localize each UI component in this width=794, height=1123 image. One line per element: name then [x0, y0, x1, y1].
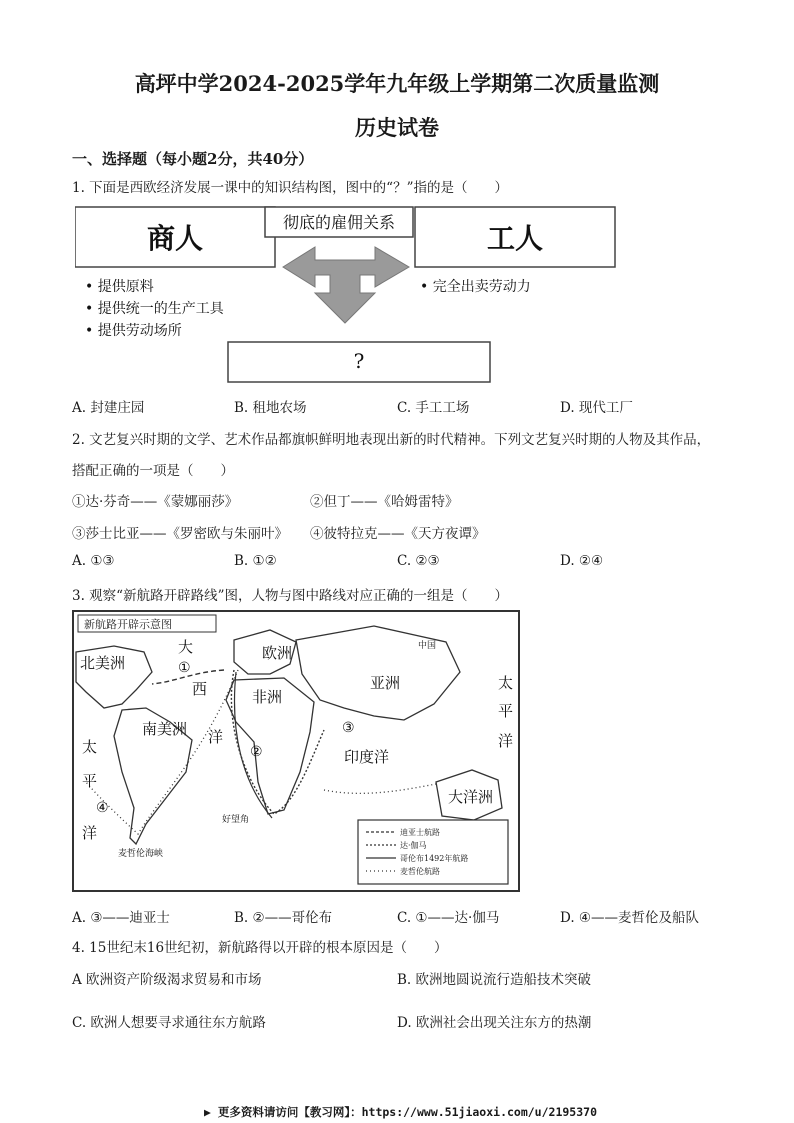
q1-option-a[interactable]: A. 封建庄园 [72, 400, 145, 416]
q3-option-c[interactable]: C. ①——达·伽马 [397, 910, 500, 926]
label-north-america: 北美洲 [80, 654, 126, 672]
footer-link[interactable]: ▶ 更多资料请访问【教习网】：https://www.51jiaoxi.com/u/2195370 [204, 1105, 597, 1119]
route-number: ① [178, 660, 191, 676]
merchant-label: 商人 [146, 222, 204, 255]
q4-option-d[interactable]: D. 欧洲社会出现关注东方的热潮 [397, 1015, 592, 1031]
label-china: 中国 [418, 641, 437, 651]
exam-title: 高坪中学2024-2025学年九年级上学期第二次质量监测 [134, 71, 660, 96]
label-south-america: 南美洲 [142, 720, 188, 738]
q3-option-b[interactable]: B. ②——哥伦布 [234, 910, 333, 926]
legend-da-gama: 达·伽马 [400, 841, 427, 850]
q3-stem: 3. 观察“新航路开辟路线”图，人物与图中路线对应正确的一组是（ ） [72, 588, 508, 604]
route-magellan [86, 670, 238, 834]
q2-option-a[interactable]: A. ①③ [72, 553, 115, 569]
legend-magellan: 麦哲伦航路 [400, 867, 440, 876]
q1-option-b[interactable]: B. 租地农场 [234, 400, 307, 416]
q3-option-d[interactable]: D. ④——麦哲伦及船队 [560, 910, 700, 926]
q2-option-b[interactable]: B. ①② [234, 553, 277, 569]
converging-arrow [283, 247, 409, 323]
q2-item: ③莎士比亚——《罗密欧与朱丽叶》 [72, 526, 288, 542]
label-oceania: 大洋洲 [448, 788, 494, 806]
label-atlantic: 西 [192, 680, 208, 698]
route-magellan-return [324, 784, 436, 793]
merchant-item: • 提供原料 [85, 279, 154, 295]
q1-stem: 1. 下面是西欧经济发展一课中的知识结构图，图中的“？”指的是（ ） [72, 180, 508, 196]
label-africa: 非洲 [252, 688, 283, 706]
legend-dias: 迪亚士航路 [400, 828, 440, 837]
worker-item: • 完全出卖劳动力 [420, 279, 531, 295]
q4-stem: 4. 15世纪末16世纪初，新航路得以开辟的根本原因是（ ） [72, 940, 448, 956]
new-sea-routes-map [72, 610, 520, 892]
legend-columbus: 哥伦布1492年航路 [400, 854, 469, 863]
q2-item: ②但丁——《哈姆雷特》 [310, 494, 459, 510]
label-atlantic: 洋 [208, 728, 224, 746]
route-number: ③ [342, 720, 355, 736]
label-pacific: 洋 [82, 824, 98, 842]
merchant-item: • 提供劳动场所 [85, 323, 182, 339]
section-heading: 一、选择题（每小题2分，共40分） [72, 150, 314, 168]
label-asia: 亚洲 [370, 674, 401, 692]
label-pacific: 平 [82, 772, 98, 790]
employment-relation-label: 彻底的雇佣关系 [282, 213, 396, 232]
label-pacific: 太 [82, 738, 98, 756]
q3-option-a[interactable]: A. ③——迪亚士 [72, 910, 170, 926]
label-pacific: 洋 [498, 732, 514, 750]
route-number: ④ [96, 800, 109, 816]
merchant-item: • 提供统一的生产工具 [85, 301, 224, 317]
worker-label: 工人 [486, 222, 544, 255]
q4-option-b[interactable]: B. 欧洲地圆说流行造船技术突破 [397, 972, 592, 988]
label-magellan-strait: 麦哲伦海峡 [118, 849, 164, 859]
label-cape: 好望角 [222, 815, 250, 825]
q4-option-a[interactable]: A 欧洲资产阶级渴求贸易和市场 [72, 972, 262, 988]
q2-stem-line1: 2. 文艺复兴时期的文学、艺术作品都旗帜鲜明地表现出新的时代精神。下列文艺复兴时期的人物及其作品， [72, 432, 711, 448]
q1-structure-diagram [75, 205, 620, 385]
q2-item: ①达·芬奇——《蒙娜丽莎》 [72, 494, 239, 510]
unknown-mark: ? [353, 349, 365, 373]
label-indian-ocean: 印度洋 [344, 748, 390, 766]
label-pacific: 平 [498, 702, 514, 720]
q2-item: ④彼特拉克——《天方夜谭》 [310, 526, 486, 542]
label-europe: 欧洲 [262, 644, 293, 662]
q1-option-c[interactable]: C. 手工工场 [397, 400, 470, 416]
map-title: 新航路开辟示意图 [84, 618, 172, 631]
label-pacific: 太 [498, 674, 514, 692]
q1-option-d[interactable]: D. 现代工厂 [560, 400, 633, 416]
q2-stem-line2: 搭配正确的一项是（ ） [72, 463, 234, 479]
label-atlantic: 大 [178, 638, 194, 656]
q2-option-c[interactable]: C. ②③ [397, 553, 440, 569]
q4-option-c[interactable]: C. 欧洲人想要寻求通往东方航路 [72, 1015, 266, 1031]
route-number: ② [250, 744, 263, 760]
q2-option-d[interactable]: D. ②④ [560, 553, 604, 569]
exam-subtitle: 历史试卷 [355, 115, 439, 140]
